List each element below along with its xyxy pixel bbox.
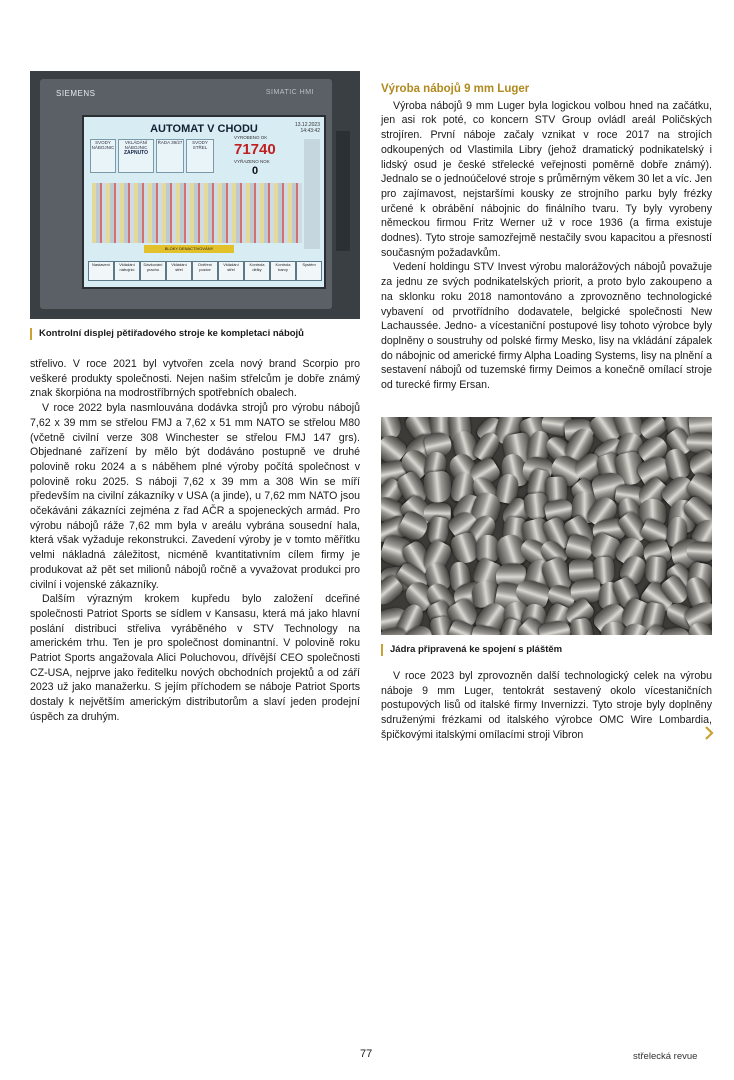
- hmi-panel-label: ŘADA 39/27: [157, 140, 183, 145]
- paragraph: V roce 2022 byla nasmlouvána dodávka strojů pro výrobu nábojů 7,62 x 39 mm se střelou FMJ a 7,62 x 51 mm NATO se střelou M80 (včetně civilní verze 308 Winchester se střelou FMJ 147 grs). Objednané zařízení by mělo být dodáváno postupně ve druhé polovině roku 2024 a s náběhem plné výroby počítá společnost v polovině roku 2025. S náboji 7,62 x 39 mm a 308 Win se míří především na civilní zákazníky v USA (a jinde), u 7,62 mm NATO jsou očekáváni zákazníci zejména z řad AČR a spojeneckých armád. Pro výrobu nábojů ráže 7,62 mm byla v areálu vybrána sousední hala, která však vyžaduje rekonstrukci. Zavedení výroby je v tomto měřítku velmi nákladná záležitost, nicméně kvantitativním cílem firmy je produkovat až pět set milionů nábojů ročně a vyvažovat produkci pro civilní i vojenské zákazníky.: [30, 402, 360, 591]
- hmi-button: Kontrola barvy: [270, 261, 296, 281]
- hmi-panel-label: VKLÁDÁNÍ NÁBOJNIC: [124, 140, 148, 150]
- hmi-panel-svody-nabojnic: [90, 139, 116, 173]
- hmi-button: Kontrola délky: [244, 261, 270, 281]
- hmi-reject-label: VYŘAZENO NOK: [234, 159, 270, 164]
- bullet-core: [644, 557, 667, 585]
- paragraph: Výroba nábojů 9 mm Luger byla logickou volbou hned na začátku, jen asi rok poté, co koncern STV Group ovládl areál Poličských strojíren. První náboje začaly vznikat v roce 2017 na strojích odkoupených od Vlastimila Libry (jehož dramatický podnikatelský i lidský osud je české střelecké veřejnosti poměrně dobře známý). Jednalo se o jednoúčelové stroje s průměrným věkem 30 let a víc. Jen pro zajímavost, nejstaršími kousky ze strojního parku byly frézky určené k obrábění nábojnic do finálního tvaru. Ty byly vyrobeny německou firmou Fritz Werner už v roce 1936 (a firma existuje dodnes). Tyto stroje samozřejmě nestačily svou kapacitou a přesností současným požadavkům.: [381, 99, 712, 259]
- bullet-core: [569, 617, 596, 635]
- hmi-panel-rada: [156, 139, 184, 173]
- photo-caption-hmi: Kontrolní displej pětiřadového stroje ke kompletaci nábojů: [30, 328, 304, 340]
- hmi-button: Dávkování prachu: [140, 261, 166, 281]
- hmi-button: Vkládání nábojnic: [114, 261, 140, 281]
- hmi-keypad: [336, 131, 350, 251]
- hmi-button: Vkládání střel: [218, 261, 244, 281]
- hmi-button: Ověření pozice: [192, 261, 218, 281]
- hmi-button: Systém: [296, 261, 322, 281]
- paragraph: střelivo. V roce 2021 byl vytvořen zcela nový brand Scorpio pro veškeré produkty společnosti. Nejen našim střelcům je dobře známý znak škorpióna na modrostříbrných spotřebních obalech.: [30, 358, 360, 400]
- hmi-datetime: [295, 122, 320, 134]
- hmi-screen-title: AUTOMAT V CHODU: [150, 123, 258, 135]
- hmi-state: ZAPNUTO: [123, 150, 149, 156]
- page-number: 77: [360, 1048, 373, 1060]
- paragraph: Dalším výrazným krokem kupředu bylo založení dceřiné společnosti Patriot Sports se sídlem v Kansasu, která má jako hlavní poslání distribuci střeliva vyráběného v STV Technology na americkém trhu. Ten je pro společnost dominantní. V polovině roku Patriot Sports angažovala Alici Poluchovou, dřívější CEO společnosti CZ-USA, nejprve jako ředitelku nových obchodních projektů a od září 2023 už jako manažerku. S jejím příchodem se náboje Patriot Sports dostaly k největším americkým distributorům a slaví jeden prodejní úspěch za druhým.: [30, 593, 360, 723]
- magazine-name: střelecká revue: [633, 1051, 698, 1062]
- article-column-left: [30, 357, 360, 725]
- hmi-counter-label: VYROBENO OK: [234, 135, 268, 140]
- hmi-time: 14:43:42: [300, 128, 320, 134]
- hmi-button: Nastavení: [88, 261, 114, 281]
- hmi-panel-vkladani: [118, 139, 154, 173]
- hmi-date: 13.12.2023: [294, 122, 320, 128]
- hmi-machine-schematic: [92, 183, 302, 243]
- continue-arrow-icon: [704, 726, 714, 740]
- paragraph: V roce 2023 byl zprovozněn další technologický celek na výrobu náboje 9 mm Luger, tentokrát sestavený okolo vícestaničních postupových lisů od italské firmy Invernizzi. Tyto stroje byly doplněny sdruženými frézkami od italského výrobce OMC Wire Lombardia, špičkovými italskými omílacími stroji Vibron: [381, 670, 712, 741]
- hmi-panel-svody-strel: [186, 139, 214, 173]
- article-column-right-bottom: [381, 669, 712, 743]
- bullet-core: [423, 471, 453, 504]
- photo-caption-bullets: Jádra připravená ke spojení s pláštěm: [381, 644, 562, 656]
- paragraph: Vedení holdingu STV Invest výrobu malorážových nábojů považuje za jednu ze svých podnikatelských priorit, a proto bylo zakoupeno a na sklonku roku 2018 namontováno a zprovozněno technologické vybavení od prvotřídního dodavatele, belgické společnosti New Lachaussée. Jedno- a vícestaniční postupové lisy tohoto výrobce byly doplněny o soustruhy od polské firmy Mesko, lisy na vkládání zápalek do nábojnic od americké firmy Alpha Loading Systems, lisy na plnění a sestavení nábojů od tuzemské firmy Deimos a konečně omílací stroje od turecké firmy Ersan.: [381, 261, 712, 392]
- hmi-status-bar: BLOKY DENACTIVOVÁNY: [144, 245, 234, 253]
- bullet-core: [686, 541, 712, 562]
- hmi-reject-value: 0: [252, 165, 259, 177]
- hmi-counter-value: 71740: [234, 141, 276, 158]
- hmi-button: Vkládání střel: [166, 261, 192, 281]
- hmi-display-photo: [30, 71, 360, 319]
- hmi-screen: [82, 115, 326, 289]
- bullet-cores-photo: [381, 417, 712, 635]
- hmi-panel-label: SVODY NÁBOJNIC: [91, 140, 115, 150]
- hmi-side-panel: [304, 139, 320, 249]
- section-heading: Výroba nábojů 9 mm Luger: [381, 83, 530, 95]
- hmi-panel-label: SVODY STŘEL: [192, 140, 208, 150]
- siemens-logo: SIEMENS: [56, 89, 96, 98]
- hmi-model-label: SIMATIC HMI: [265, 89, 314, 96]
- article-column-right: [381, 82, 712, 393]
